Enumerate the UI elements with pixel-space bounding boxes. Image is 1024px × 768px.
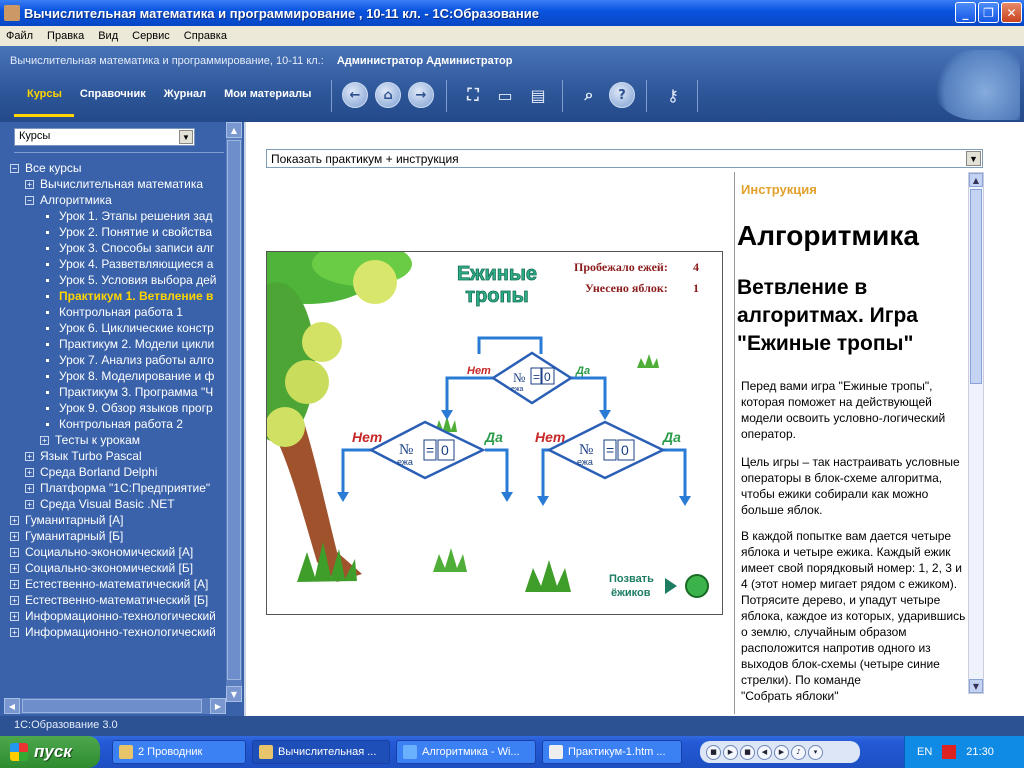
key-icon[interactable]: ⚷ [667, 85, 679, 105]
minimize-button[interactable]: _ [955, 2, 976, 23]
ie-icon [403, 745, 417, 759]
bullet-icon [46, 215, 49, 218]
app-icon [259, 745, 273, 759]
instruction-heading: Алгоритмика [737, 220, 919, 251]
exit-arrow-icon [679, 496, 691, 506]
flow-line [447, 378, 495, 410]
task-browser[interactable] [396, 740, 536, 764]
scroll-thumb[interactable] [970, 189, 982, 384]
flow-line [543, 450, 549, 496]
tree-item-label: Социально-экономический [А] [25, 545, 194, 559]
bullet-icon [46, 311, 49, 314]
task-document[interactable] [542, 740, 682, 764]
course-name: Вычислительная математика и программирование, 10-11 кл.: [10, 55, 324, 67]
tree-item[interactable] [10, 608, 225, 624]
no-label: Нет [352, 429, 383, 445]
scroll-up-icon[interactable]: ▲ [969, 173, 983, 187]
tree-item-label: Урок 5. Условия выбора дей [59, 273, 217, 287]
mute-icon[interactable]: ♪ [791, 745, 806, 760]
call-hedgehogs-button[interactable] [686, 575, 708, 597]
clock: 21:30 [966, 746, 994, 758]
tree-item-label: Урок 9. Обзор языков прогр [59, 401, 213, 415]
tree-item[interactable] [10, 336, 225, 352]
tree-item-label: Среда Visual Basic .NET [40, 497, 175, 511]
instruction-paragraph: Цель игры – так настраивать условные операторы в блок-схеме алгоритма, чтобы ежики собирали как можно больше яблок. [741, 455, 960, 517]
flow-line [663, 450, 685, 496]
scroll-thumb[interactable] [22, 699, 202, 713]
exit-arrow-icon [501, 492, 513, 502]
search-icon[interactable]: ⌕ [584, 85, 594, 104]
tree-item[interactable] [10, 320, 225, 336]
task-label: Вычислительная ... [278, 746, 377, 758]
menu-file[interactable]: Файл [6, 30, 34, 42]
home-icon[interactable]: ⌂ [375, 82, 401, 108]
expand-icon[interactable]: + [25, 452, 34, 461]
expand-icon[interactable]: + [10, 612, 19, 621]
toolbar-separator [446, 80, 447, 112]
tree-item-label: Гуманитарный [А] [25, 513, 124, 527]
app-header [0, 46, 1024, 122]
expand-icon[interactable]: + [10, 564, 19, 573]
language-indicator[interactable]: EN [917, 746, 933, 758]
tree-item-label: Все курсы [25, 161, 82, 175]
previous-icon[interactable]: ◀ [757, 745, 772, 760]
bullet-icon [46, 343, 49, 346]
tree-item-label: Алгоритмика [40, 193, 112, 207]
sidebar [0, 122, 244, 716]
yes-label: Да [485, 429, 503, 445]
active-tab-indicator [14, 114, 74, 117]
expand-icon[interactable]: + [25, 180, 34, 189]
divider [14, 152, 224, 153]
tree-item[interactable] [10, 384, 225, 400]
grass-icon [637, 354, 659, 368]
stop-icon[interactable]: ■ [706, 745, 721, 760]
scroll-left-icon[interactable]: ◀ [4, 698, 20, 714]
exit-arrow-icon [537, 496, 549, 506]
tree-item-label: Естественно-математический [Б] [25, 593, 209, 607]
yes-label: Да [663, 429, 681, 445]
ran-value: 4 [693, 260, 699, 274]
tree-item[interactable] [10, 240, 225, 256]
tree-item[interactable] [10, 512, 225, 528]
tree-item[interactable] [10, 528, 225, 544]
tree-item[interactable] [10, 624, 225, 640]
expand-icon[interactable]: + [10, 580, 19, 589]
tree-item-label: Информационно-технологический [25, 609, 216, 623]
tree-item[interactable] [10, 352, 225, 368]
tab-journal[interactable]: Журнал [163, 88, 207, 100]
window-title: Вычислительная математика и программирование , 10-11 кл. - 1С:Образование [24, 5, 539, 21]
call-label-1: Позвать [609, 573, 654, 585]
instruction-paragraph: Перед вами игра "Ежиные тропы", которая поможет на действующей модели освоить условно-логический оператор. [741, 379, 946, 441]
tree-item[interactable] [10, 480, 225, 496]
grass-icon [433, 548, 467, 572]
tree-item[interactable] [10, 272, 225, 288]
media-toolbar [700, 741, 860, 763]
collapse-icon[interactable]: − [25, 196, 34, 205]
tree-item[interactable] [10, 176, 225, 192]
toolbar-separator [646, 80, 647, 112]
course-tree [10, 160, 225, 680]
bullet-icon [46, 231, 49, 234]
ran-label: Пробежало ежей: [574, 260, 668, 274]
scroll-right-icon[interactable]: ▶ [210, 698, 226, 714]
num-label: № [399, 442, 414, 458]
num-sub: ежа [577, 457, 593, 467]
decision-top[interactable] [493, 353, 571, 403]
bullet-icon [46, 263, 49, 266]
status-bar: 1С:Образование 3.0 [0, 716, 1024, 736]
print-icon[interactable]: ▤ [530, 85, 546, 105]
logo-globe-icon [932, 50, 1020, 120]
value-text: 0 [621, 442, 629, 458]
num-label: № [579, 442, 594, 458]
tree-item-label: Естественно-математический [А] [25, 577, 209, 591]
tree-item[interactable] [10, 544, 225, 560]
task-explorer[interactable] [112, 740, 246, 764]
instruction-paragraph-cut: "Собрать яблоки" [741, 689, 839, 703]
tree-item-label: Урок 2. Понятие и свойства [59, 225, 213, 239]
tree-item[interactable] [10, 496, 225, 512]
game-title-line1: Ежиные [456, 263, 538, 285]
hedgehog-game[interactable] [266, 251, 723, 615]
task-label: Алгоритмика - Wi... [422, 746, 520, 758]
flow-line [479, 338, 541, 354]
expand-icon[interactable]: + [10, 532, 19, 541]
apples-label: Унесено яблок: [585, 281, 668, 295]
decision-right[interactable] [549, 422, 663, 478]
play-icon[interactable]: ▶ [723, 745, 738, 760]
menu-service[interactable]: Сервис [132, 30, 170, 42]
no-label: Нет [535, 429, 566, 445]
apple[interactable] [353, 260, 397, 304]
tree-item-label: Гуманитарный [Б] [25, 529, 124, 543]
windows-logo-icon [10, 743, 28, 761]
arrow-icon [441, 410, 453, 420]
system-tray [904, 736, 1024, 768]
bullet-icon [46, 407, 49, 410]
next-icon[interactable]: ▶ [774, 745, 789, 760]
antivirus-icon[interactable] [942, 745, 956, 759]
forward-icon[interactable]: → [408, 82, 434, 108]
bullet-icon [46, 359, 49, 362]
tree-item-label: Урок 4. Разветвляющиеся а [59, 257, 214, 271]
expand-icon[interactable]: + [10, 628, 19, 637]
tree-item[interactable] [10, 576, 225, 592]
arrow-icon [599, 410, 611, 420]
expand-icon[interactable]: + [10, 548, 19, 557]
flow-line [569, 378, 605, 410]
expand-icon[interactable]: + [40, 436, 49, 445]
tree-item-label: Практикум 3. Программа "Ч [59, 385, 214, 399]
title-bar [0, 0, 1024, 26]
sidebar-select-value: Курсы [19, 130, 51, 142]
expand-icon[interactable]: + [10, 516, 19, 525]
value-text: 0 [441, 442, 449, 458]
menu-view[interactable]: Вид [98, 30, 119, 42]
expand-icon[interactable]: + [25, 468, 34, 477]
tree-item-label: Контрольная работа 2 [59, 417, 183, 431]
tree-item-label: Урок 3. Способы записи алг [59, 241, 215, 255]
instruction-scrollbar[interactable] [968, 172, 984, 694]
toolbar-separator [562, 80, 563, 112]
scroll-up-icon[interactable]: ▲ [226, 122, 242, 138]
tree-item[interactable] [10, 224, 225, 240]
value-text: 0 [544, 370, 551, 384]
task-label: Практикум-1.htm ... [568, 746, 666, 758]
tree-item-label: Урок 7. Анализ работы алго [59, 353, 214, 367]
tree-item[interactable] [10, 416, 225, 432]
tree-item-label: Среда Borland Delphi [40, 465, 158, 479]
num-sub: ежа [511, 386, 524, 393]
bullet-icon [46, 391, 49, 394]
tab-courses[interactable]: Курсы [27, 88, 62, 100]
menu-bar [0, 26, 1024, 46]
game-title-line2: тропы [465, 285, 529, 307]
tree-item[interactable] [10, 192, 225, 208]
scroll-down-icon[interactable]: ▼ [969, 679, 983, 693]
tree-item-label: Язык Turbo Pascal [40, 449, 142, 463]
fullscreen-icon[interactable]: ⛶ [467, 85, 479, 104]
sidebar-select[interactable] [14, 128, 195, 146]
tree-item[interactable] [10, 160, 225, 176]
tree-item-label: Практикум 1. Ветвление в [59, 289, 214, 303]
view-mode-select[interactable] [266, 149, 983, 168]
sidebar-vscroll[interactable] [226, 122, 242, 702]
presentation-icon[interactable]: ▭ [497, 85, 513, 105]
bullet-icon [46, 295, 49, 298]
tree-item[interactable] [10, 208, 225, 224]
main-content [244, 122, 1024, 716]
tree-item[interactable] [10, 560, 225, 576]
call-label-2: ёжиков [611, 587, 651, 599]
play-arrow-icon [665, 578, 677, 594]
chevron-down-icon[interactable]: ▼ [966, 151, 981, 166]
expand-icon[interactable]: + [10, 596, 19, 605]
start-label: пуск [34, 742, 72, 761]
tree-item-label: Практикум 2. Модели цикли [59, 337, 215, 351]
tree-item[interactable] [10, 432, 225, 448]
tree-item[interactable] [10, 400, 225, 416]
no-label: Нет [467, 365, 491, 377]
yes-label: Да [576, 365, 591, 377]
instruction-subheading: Ветвление в алгоритмах. Игра "Ежиные тропы" [737, 276, 918, 355]
document-icon [549, 745, 563, 759]
tree-item[interactable] [10, 304, 225, 320]
back-icon[interactable]: ← [342, 82, 368, 108]
collapse-icon[interactable]: − [10, 164, 19, 173]
tab-my-materials[interactable]: Мои материалы [224, 88, 312, 100]
taskbar [0, 736, 1024, 768]
tab-reference[interactable]: Справочник [79, 88, 146, 100]
toolbar-separator [331, 80, 332, 112]
bullet-icon [46, 375, 49, 378]
instruction-label: Инструкция [741, 182, 817, 197]
user-name: Администратор Администратор [336, 55, 513, 67]
tree-item[interactable] [10, 464, 225, 480]
decision-left[interactable] [371, 422, 483, 478]
tree-item-label: Тесты к урокам [55, 433, 141, 447]
expand-icon[interactable]: + [25, 500, 34, 509]
grass-icon [525, 560, 571, 592]
game-canvas[interactable] [267, 252, 723, 615]
apples-value: 1 [693, 281, 699, 295]
tree-item[interactable] [10, 256, 225, 272]
chevron-down-icon[interactable]: ▼ [179, 130, 193, 144]
instruction-paragraph: В каждой попытке вам дается четыре яблока и четыре ежика. Каждый ежик имеет свой порядковый номер: 1, 2, 3 и 4 (этот номер мигает рядом с ежиком). Потрясите дерево, и упадут четыре яблока, каждое из которых, ударившись о землю, случайным образом расположится напротив одного из выходов блок-схемы (четыре синие стрелки). По команде [741, 529, 966, 687]
num-label: № [513, 370, 526, 385]
menu-edit[interactable]: Правка [47, 30, 85, 42]
tree-item[interactable] [10, 448, 225, 464]
tree-item-label: Урок 1. Этапы решения зад [59, 209, 213, 223]
task-label: 2 Проводник [138, 746, 203, 758]
tree-item-label: Социально-экономический [Б] [25, 561, 194, 575]
main-tabs [18, 86, 320, 102]
num-sub: ежа [397, 457, 413, 467]
flow-line [485, 450, 507, 492]
tree-item-label: Информационно-технологический [25, 625, 216, 639]
flow-line [343, 450, 373, 492]
apple[interactable] [285, 360, 329, 404]
view-mode-value: Показать практикум + инструкция [271, 152, 459, 166]
tree-item-label: Контрольная работа 1 [59, 305, 183, 319]
toolbar-separator [697, 80, 698, 112]
bullet-icon [46, 423, 49, 426]
app-icon [4, 5, 20, 21]
expand-icon[interactable]: + [25, 484, 34, 493]
window-controls [955, 2, 1022, 23]
instruction-panel [734, 172, 967, 714]
close-button[interactable]: ✕ [1001, 2, 1022, 23]
bullet-icon [46, 279, 49, 282]
stop-icon[interactable]: ■ [740, 745, 755, 760]
volume-icon[interactable]: ▾ [808, 745, 823, 760]
bullet-icon [46, 247, 49, 250]
menu-help[interactable]: Справка [183, 30, 227, 42]
equals-sign: = [606, 442, 615, 458]
tree-item-label: Урок 6. Циклические констр [59, 321, 214, 335]
tree-item[interactable] [10, 592, 225, 608]
start-button[interactable] [0, 736, 100, 768]
tree-item-label: Вычислительная математика [40, 177, 204, 191]
help-icon[interactable]: ? [609, 82, 635, 108]
exit-arrow-icon [337, 492, 349, 502]
equals-sign: = [426, 442, 435, 458]
task-app[interactable] [252, 740, 390, 764]
folder-icon [119, 745, 133, 759]
tree-item[interactable] [10, 288, 225, 304]
equals-sign: = [533, 370, 541, 384]
breadcrumb [10, 55, 512, 67]
scroll-down-icon[interactable]: ▼ [226, 686, 242, 702]
tree-item[interactable] [10, 368, 225, 384]
scroll-thumb[interactable] [227, 140, 241, 680]
apple[interactable] [302, 322, 342, 362]
tree-item-label: Платформа "1С:Предприятие" [40, 481, 211, 495]
maximize-button[interactable]: ❐ [978, 2, 999, 23]
tree-item-label: Урок 8. Моделирование и ф [59, 369, 215, 383]
bullet-icon [46, 327, 49, 330]
sidebar-hscroll[interactable] [4, 698, 226, 714]
